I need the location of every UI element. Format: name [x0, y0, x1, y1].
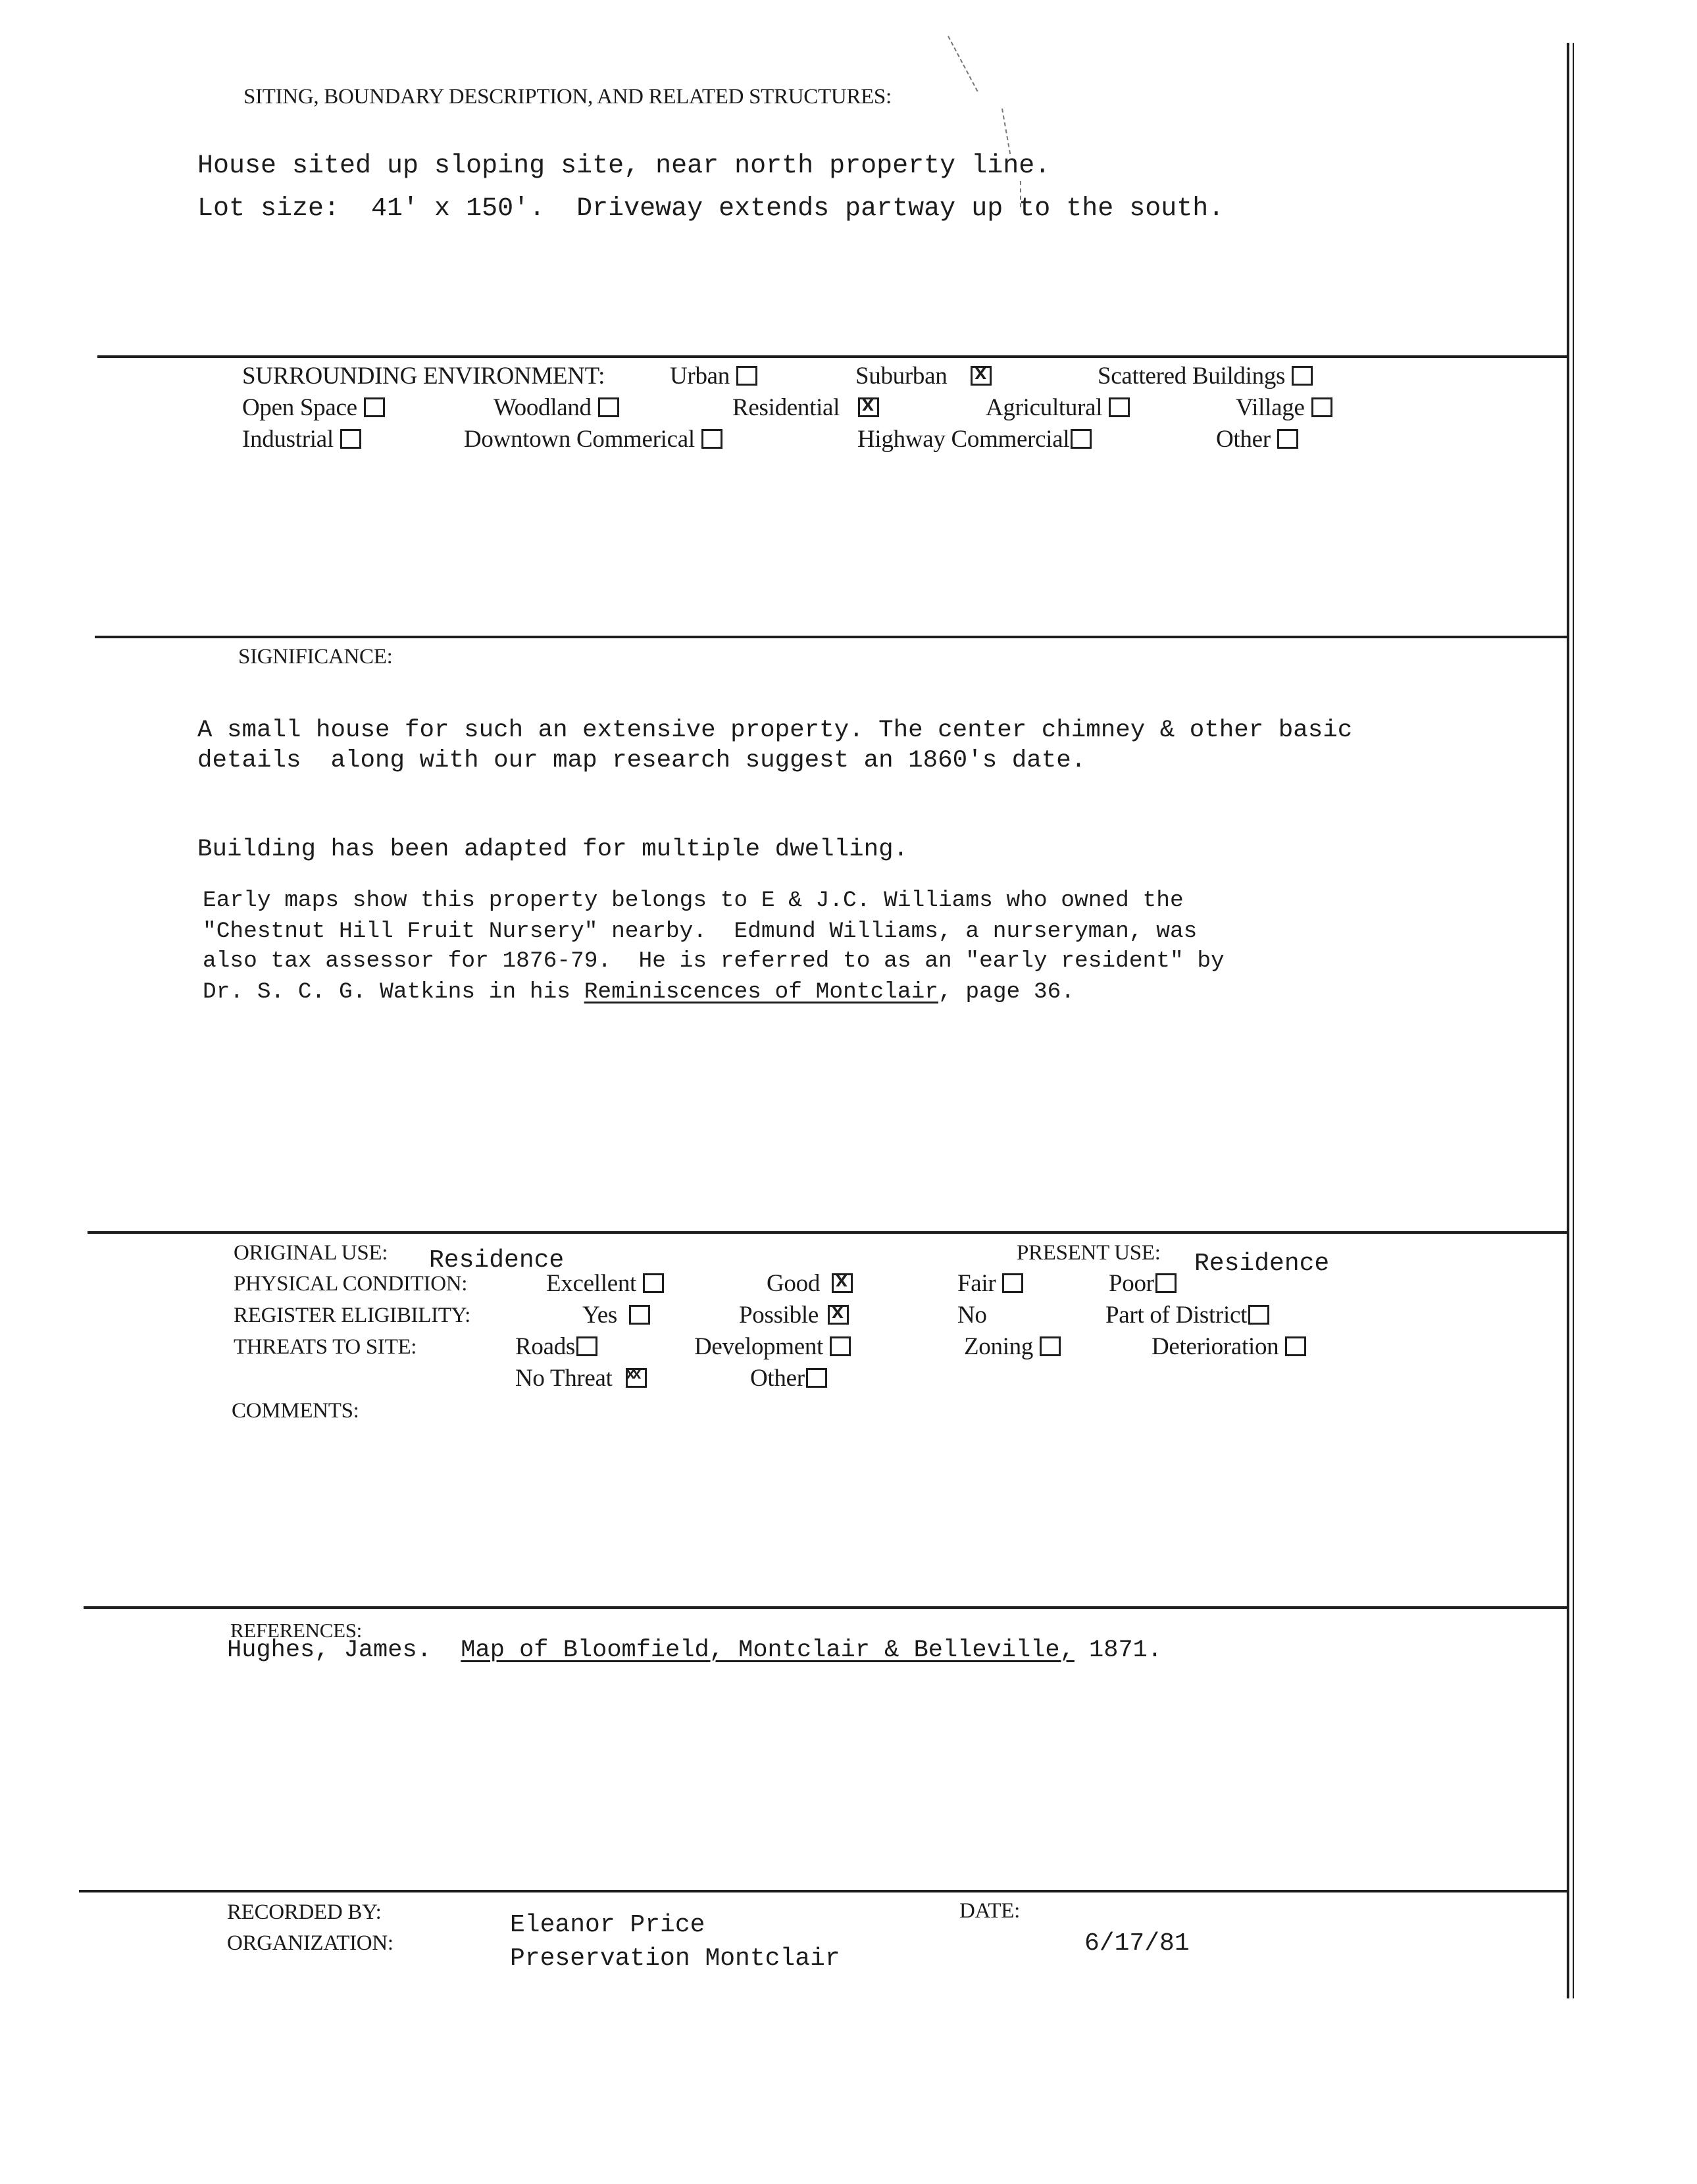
book-title: Reminiscences of Montclair [584, 979, 938, 1005]
threats-label: THREATS TO SITE: [234, 1335, 417, 1359]
present-use-value: Residence [1194, 1250, 1330, 1278]
option-roads[interactable]: Roads [515, 1334, 597, 1359]
option-residential[interactable]: Residentialx [732, 395, 879, 420]
organization-value: Preservation Montclair [510, 1944, 840, 1973]
option-open-space[interactable]: Open Space [242, 395, 385, 420]
checkbox-village[interactable] [1311, 397, 1332, 417]
checkbox-scattered-buildings[interactable] [1292, 366, 1313, 386]
reference-entry: Hughes, James. Map of Bloomfield, Montclair & Belleville, 1871. [227, 1637, 1163, 1664]
checkbox-part-of-district[interactable] [1248, 1305, 1269, 1325]
section-divider [88, 1231, 1569, 1234]
significance-line: "Chestnut Hill Fruit Nursery" nearby. Edmund Williams, a nurseryman, was [203, 919, 1198, 944]
scan-artifact-curve [948, 36, 978, 92]
condition-label: PHYSICAL CONDITION: [234, 1272, 468, 1296]
option-scattered-buildings[interactable]: Scattered Buildings [1098, 364, 1313, 388]
option-suburban[interactable]: Suburbanx [855, 364, 992, 388]
section-divider [95, 636, 1569, 638]
present-use-label: PRESENT USE: [1017, 1241, 1161, 1265]
option-agricultural[interactable]: Agricultural [986, 395, 1130, 420]
section-divider [79, 1890, 1569, 1892]
option-no[interactable]: No [957, 1302, 987, 1329]
option-good[interactable]: Goodx [767, 1271, 853, 1296]
date-label: DATE: [959, 1899, 1020, 1923]
option-woodland[interactable]: Woodland [494, 395, 619, 420]
checkbox-industrial[interactable] [340, 429, 361, 449]
significance-line: Building has been adapted for multiple dwelling. [197, 836, 909, 863]
eligibility-label: REGISTER ELIGIBILITY: [234, 1304, 471, 1327]
option-highway-commercial[interactable]: Highway Commercial [857, 427, 1092, 451]
significance-heading: SIGNIFICANCE: [238, 645, 393, 669]
significance-line: also tax assessor for 1876-79. He is referred to as an "early resident" by [203, 948, 1225, 974]
references-heading: REFERENCES: [230, 1619, 362, 1642]
option-deterioration[interactable]: Deterioration [1152, 1334, 1306, 1359]
checkbox-deterioration[interactable] [1285, 1336, 1306, 1356]
checkbox-development[interactable] [830, 1336, 851, 1356]
significance-line: Early maps show this property belongs to E & J.C. Williams who owned the [203, 888, 1184, 913]
option-downtown-commercial[interactable]: Downtown Commerical [464, 427, 722, 451]
recorded-by-value: Eleanor Price [510, 1911, 705, 1939]
checkbox-good[interactable] [832, 1273, 853, 1293]
checkbox-suburban[interactable] [971, 366, 992, 386]
section-divider [97, 355, 1569, 358]
environment-heading: SURROUNDING ENVIRONMENT: [242, 363, 605, 390]
option-poor[interactable]: Poor [1109, 1271, 1177, 1296]
checkbox-yes[interactable] [629, 1305, 650, 1325]
significance-line: A small house for such an extensive property. The center chimney & other basic [197, 717, 1353, 744]
checkbox-other[interactable] [1277, 429, 1298, 449]
reference-title: Map of Bloomfield, Montclair & Belleville, [461, 1637, 1075, 1664]
option-threat-other[interactable]: Other [750, 1366, 827, 1390]
option-village[interactable]: Village [1236, 395, 1332, 420]
significance-line: details along with our map research suggest an 1860's date. [197, 747, 1086, 775]
option-yes[interactable]: Yes [582, 1303, 650, 1327]
siting-line: House sited up sloping site, near north property line. [197, 151, 1051, 181]
option-other[interactable]: Other [1216, 427, 1298, 451]
checkbox-zoning[interactable] [1040, 1336, 1061, 1356]
significance-line: Dr. S. C. G. Watkins in his Reminiscences of Montclair, page 36. [203, 979, 1075, 1005]
comments-label: COMMENTS: [232, 1399, 359, 1423]
checkbox-roads[interactable] [576, 1336, 597, 1356]
checkbox-no-threat[interactable] [626, 1368, 647, 1388]
checkbox-urban[interactable] [736, 366, 757, 386]
section-divider [84, 1606, 1569, 1609]
option-fair[interactable]: Fair [957, 1271, 1023, 1296]
right-border-line [1573, 43, 1574, 1998]
checkbox-open-space[interactable] [364, 397, 385, 417]
option-development[interactable]: Development [694, 1334, 851, 1359]
right-border-line [1567, 43, 1569, 1998]
siting-line: Lot size: 41' x 150'. Driveway extends partway up to the south. [197, 194, 1225, 224]
scan-artifact-curve [1001, 109, 1011, 154]
option-zoning[interactable]: Zoning [964, 1334, 1061, 1359]
checkbox-excellent[interactable] [643, 1273, 664, 1293]
organization-label: ORGANIZATION: [227, 1931, 393, 1955]
checkbox-downtown-commercial[interactable] [701, 429, 722, 449]
original-use-value: Residence [429, 1246, 565, 1275]
checkbox-residential[interactable] [858, 397, 879, 417]
checkbox-agricultural[interactable] [1109, 397, 1130, 417]
date-value: 6/17/81 [1084, 1929, 1190, 1958]
original-use-label: ORIGINAL USE: [234, 1241, 388, 1265]
option-no-threat[interactable]: No Threatxx [515, 1366, 647, 1390]
siting-heading: SITING, BOUNDARY DESCRIPTION, AND RELATED STRUCTURES: [243, 85, 892, 109]
option-part-of-district[interactable]: Part of District [1105, 1303, 1269, 1327]
option-excellent[interactable]: Excellent [546, 1271, 664, 1296]
checkbox-threat-other[interactable] [806, 1368, 827, 1388]
checkbox-fair[interactable] [1002, 1273, 1023, 1293]
checkbox-highway-commercial[interactable] [1071, 429, 1092, 449]
checkbox-poor[interactable] [1155, 1273, 1177, 1293]
option-urban[interactable]: Urban [670, 364, 757, 388]
option-industrial[interactable]: Industrial [242, 427, 361, 451]
checkbox-woodland[interactable] [598, 397, 619, 417]
checkbox-possible[interactable] [828, 1305, 849, 1325]
recorded-by-label: RECORDED BY: [227, 1900, 382, 1924]
option-possible[interactable]: Possiblex [739, 1303, 849, 1327]
